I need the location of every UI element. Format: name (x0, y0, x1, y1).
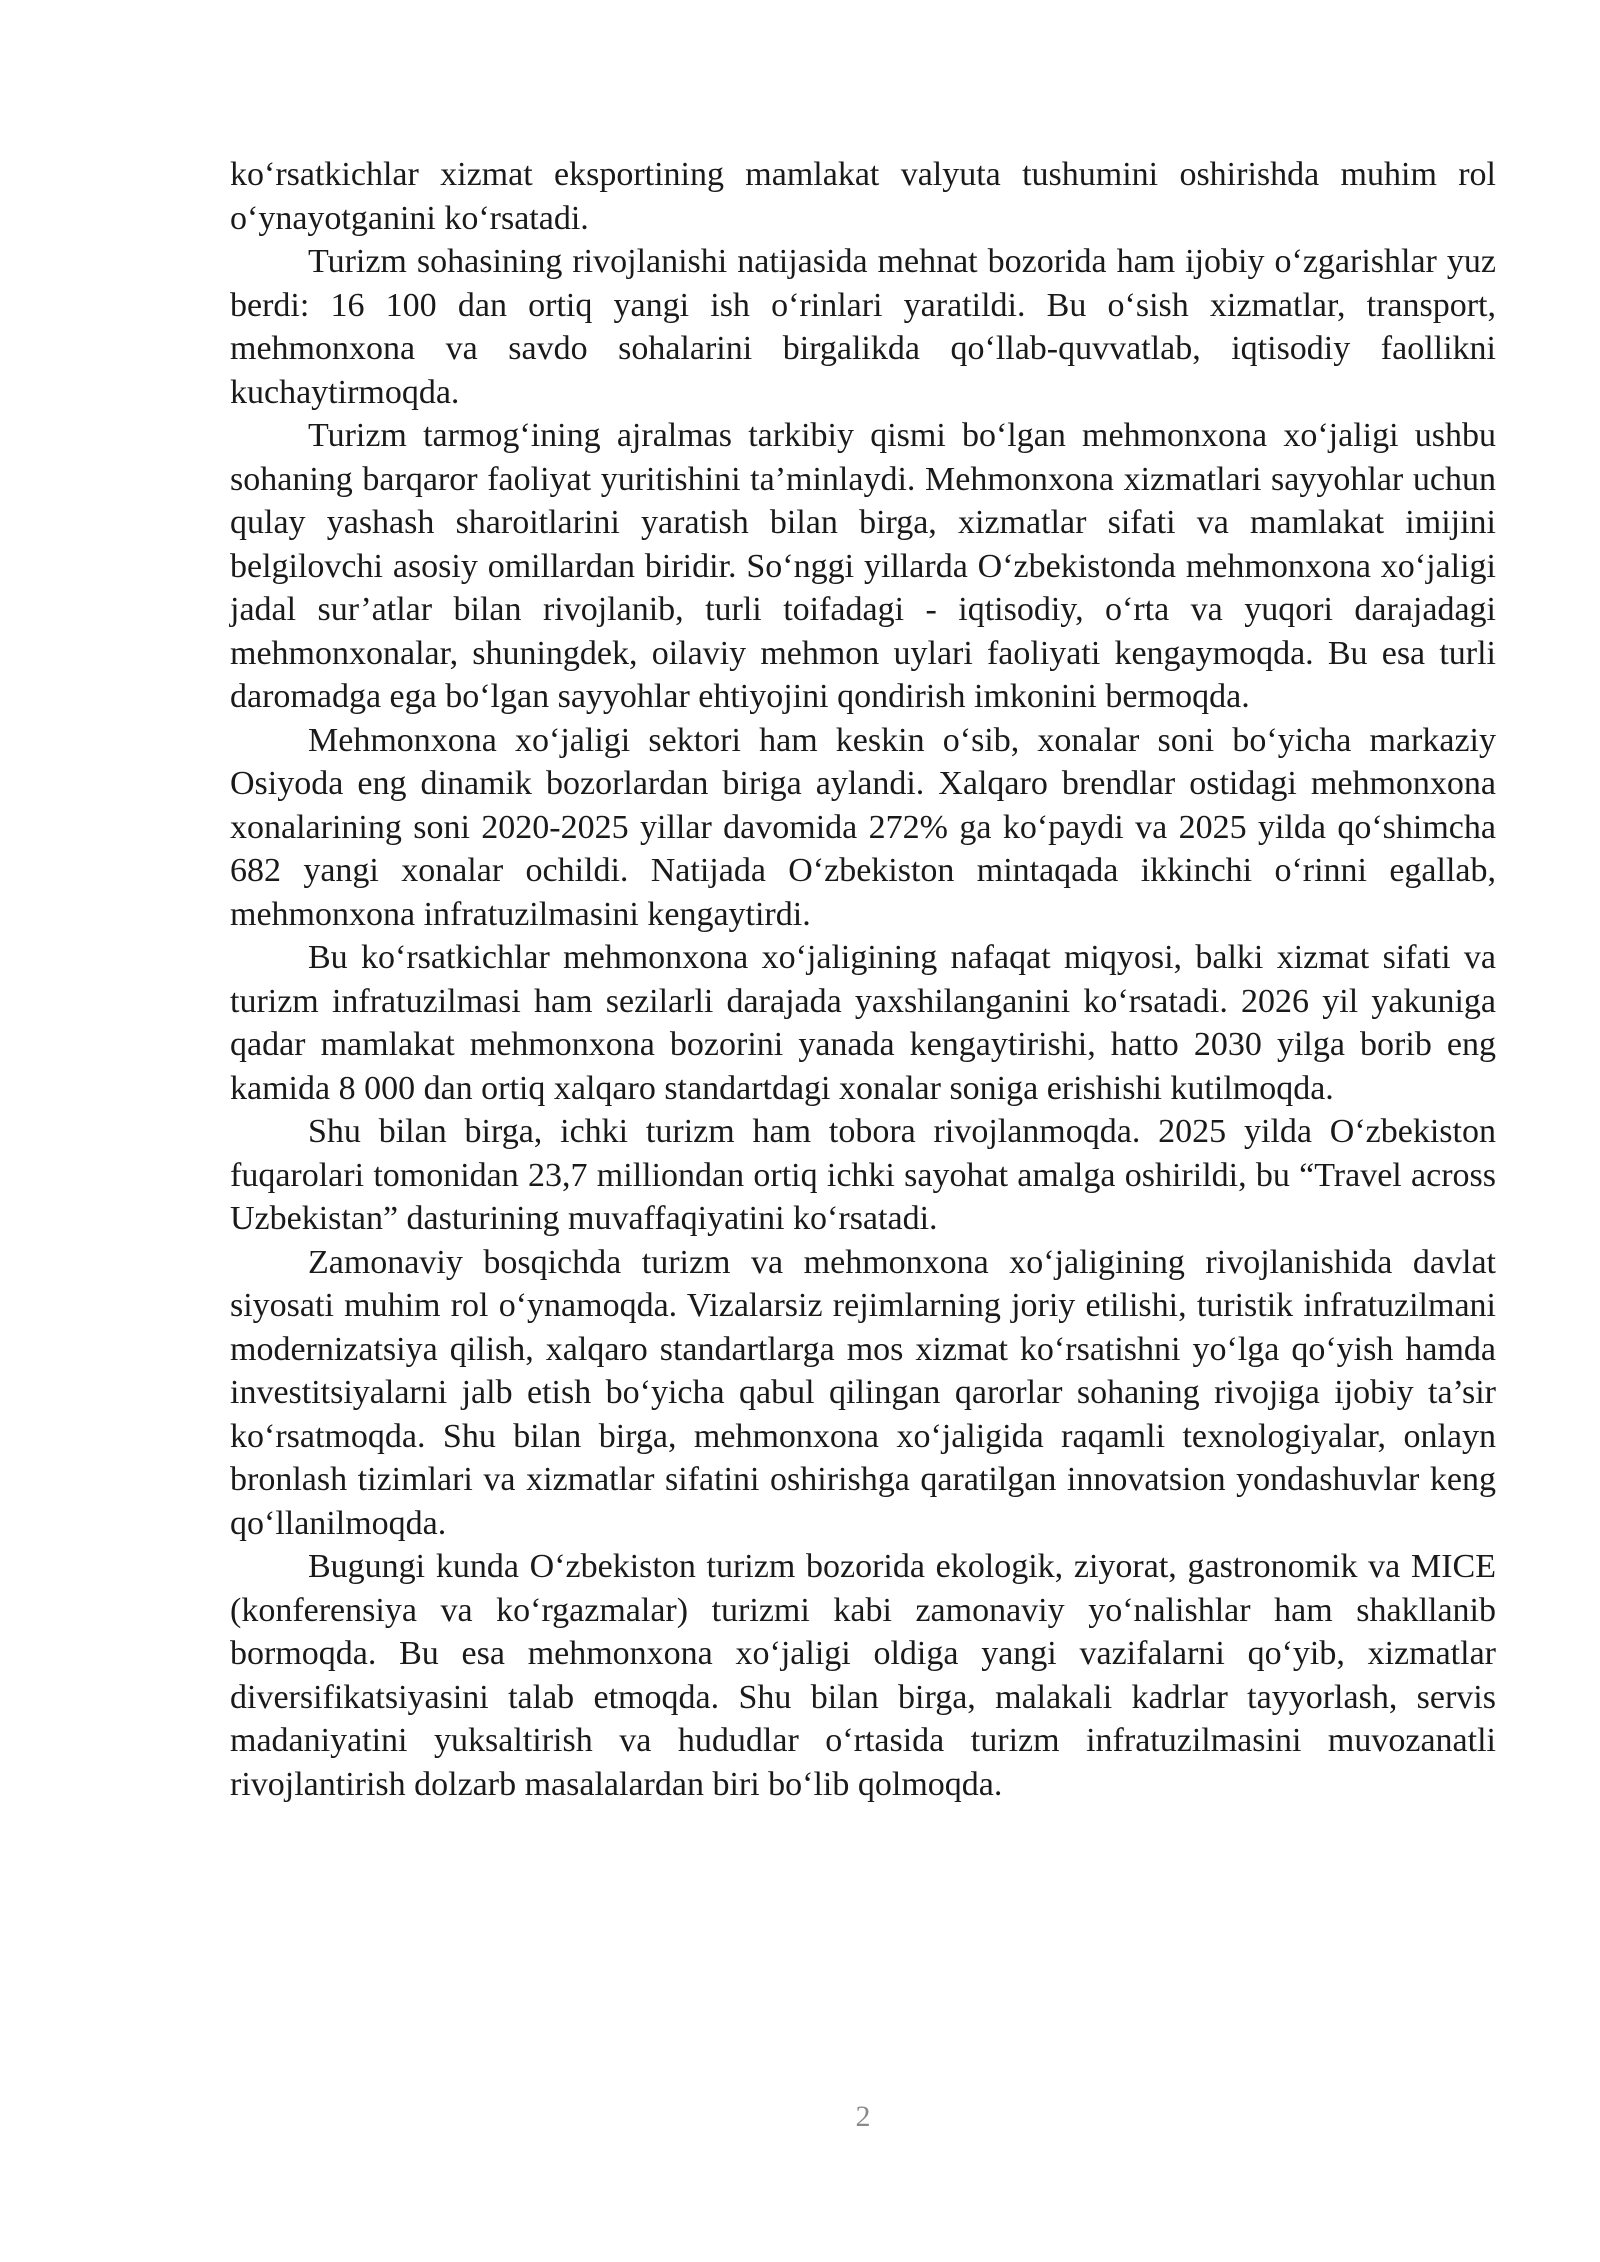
paragraph-1: koʻrsatkichlar xizmat eksportining mamlakat valyuta tushumini oshirishda muhim rol oʻynayotganini koʻrsatadi. (230, 156, 1496, 237)
page-number: 2 (855, 2100, 871, 2133)
paragraph-3: Turizm tarmogʻining ajralmas tarkibiy qismi boʻlgan mehmonxona xoʻjaligi ushbu sohaning barqaror faoliyat yuritishini ta’minlaydi. Mehmonxona xizmatlari sayyohlar uchun qulay yashash sharoitlarini yaratish bilan birga, xizmatlar sifati va mamlakat imijini belgilovchi asosiy omillardan biridir. Soʻnggi yillarda Oʻzbekistonda mehmonxona xoʻjaligi jadal sur’atlar bilan rivojlanib, turli toifadagi - iqtisodiy, oʻrta va yuqori darajadagi mehmonxonalar, shuningdek, oilaviy mehmon uylari faoliyati kengaymoqda. Bu esa turli daromadga ega boʻlgan sayyohlar ehtiyojini qondirish imkonini bermoqda. (230, 417, 1496, 715)
paragraph-2: Turizm sohasining rivojlanishi natijasida mehnat bozorida ham ijobiy oʻzgarishlar yuz berdi: 16 100 dan ortiq yangi ish oʻrinlari yaratildi. Bu oʻsish xizmatlar, transport, mehmonxona va savdo sohalarini birgalikda qoʻllab-quvvatlab, iqtisodiy faollikni kuchaytirmoqda. (230, 243, 1496, 411)
paragraph-7: Zamonaviy bosqichda turizm va mehmonxona xoʻjaligining rivojlanishida davlat siyosati muhim rol oʻynamoqda. Vizalarsiz rejimlarning joriy etilishi, turistik infratuzilmani modernizatsiya qilish, xalqaro standartlarga mos xizmat koʻrsatishni yoʻlga qoʻyish hamda investitsiyalarni jalb etish boʻyicha qabul qilingan qarorlar sohaning rivojiga ijobiy ta’sir koʻrsatmoqda. Shu bilan birga, mehmonxona xoʻjaligida raqamli texnologiyalar, onlayn bronlash tizimlari va xizmatlar sifatini oshirishga qaratilgan innovatsion yondashuvlar keng qoʻllanilmoqda. (230, 1243, 1496, 1542)
paragraph-8: Bugungi kunda Oʻzbekiston turizm bozorida ekologik, ziyorat, gastronomik va MICE (konferensiya va koʻrgazmalar) turizmi kabi zamonaviy yoʻnalishlar ham shakllanib bormoqda. Bu esa mehmonxona xoʻjaligi oldiga yangi vazifalarni qoʻyib, xizmatlar diversifikatsiyasini talab etmoqda. Shu bilan birga, malakali kadrlar tayyorlash, servis madaniyatini yuksaltirish va hududlar oʻrtasida turizm infratuzilmasini muvozanatli rivojlantirish dolzarb masalalardan biri boʻlib qolmoqda. (230, 1548, 1496, 1803)
paragraph-4: Mehmonxona xoʻjaligi sektori ham keskin oʻsib, xonalar soni boʻyicha markaziy Osiyoda eng dinamik bozorlardan biriga aylandi. Xalqaro brendlar ostidagi mehmonxona xonalarining soni 2020-2025 yillar davomida 272% ga koʻpaydi va 2025 yilda qoʻshimcha 682 yangi xonalar ochildi. Natijada Oʻzbekiston mintaqada ikkinchi oʻrinni egallab, mehmonxona infratuzilmasini kengaytirdi. (230, 721, 1496, 933)
paragraph-6: Shu bilan birga, ichki turizm ham tobora rivojlanmoqda. 2025 yilda Oʻzbekiston fuqarolari tomonidan 23,7 milliondan ortiq ichki sayohat amalga oshirildi, bu “Travel across Uzbekistan” dasturining muvaffaqiyatini koʻrsatadi. (230, 1113, 1496, 1237)
paragraph-5: Bu koʻrsatkichlar mehmonxona xoʻjaligining nafaqat miqyosi, balki xizmat sifati va turizm infratuzilmasi ham sezilarli darajada yaxshilanganini koʻrsatadi. 2026 yil yakuniga qadar mamlakat mehmonxona bozorini yanada kengaytirishi, hatto 2030 yilga borib eng kamida 8 000 dan ortiq xalqaro standartdagi xonalar soniga erishishi kutilmoqda. (230, 939, 1496, 1107)
document-body (230, 153, 1496, 1806)
